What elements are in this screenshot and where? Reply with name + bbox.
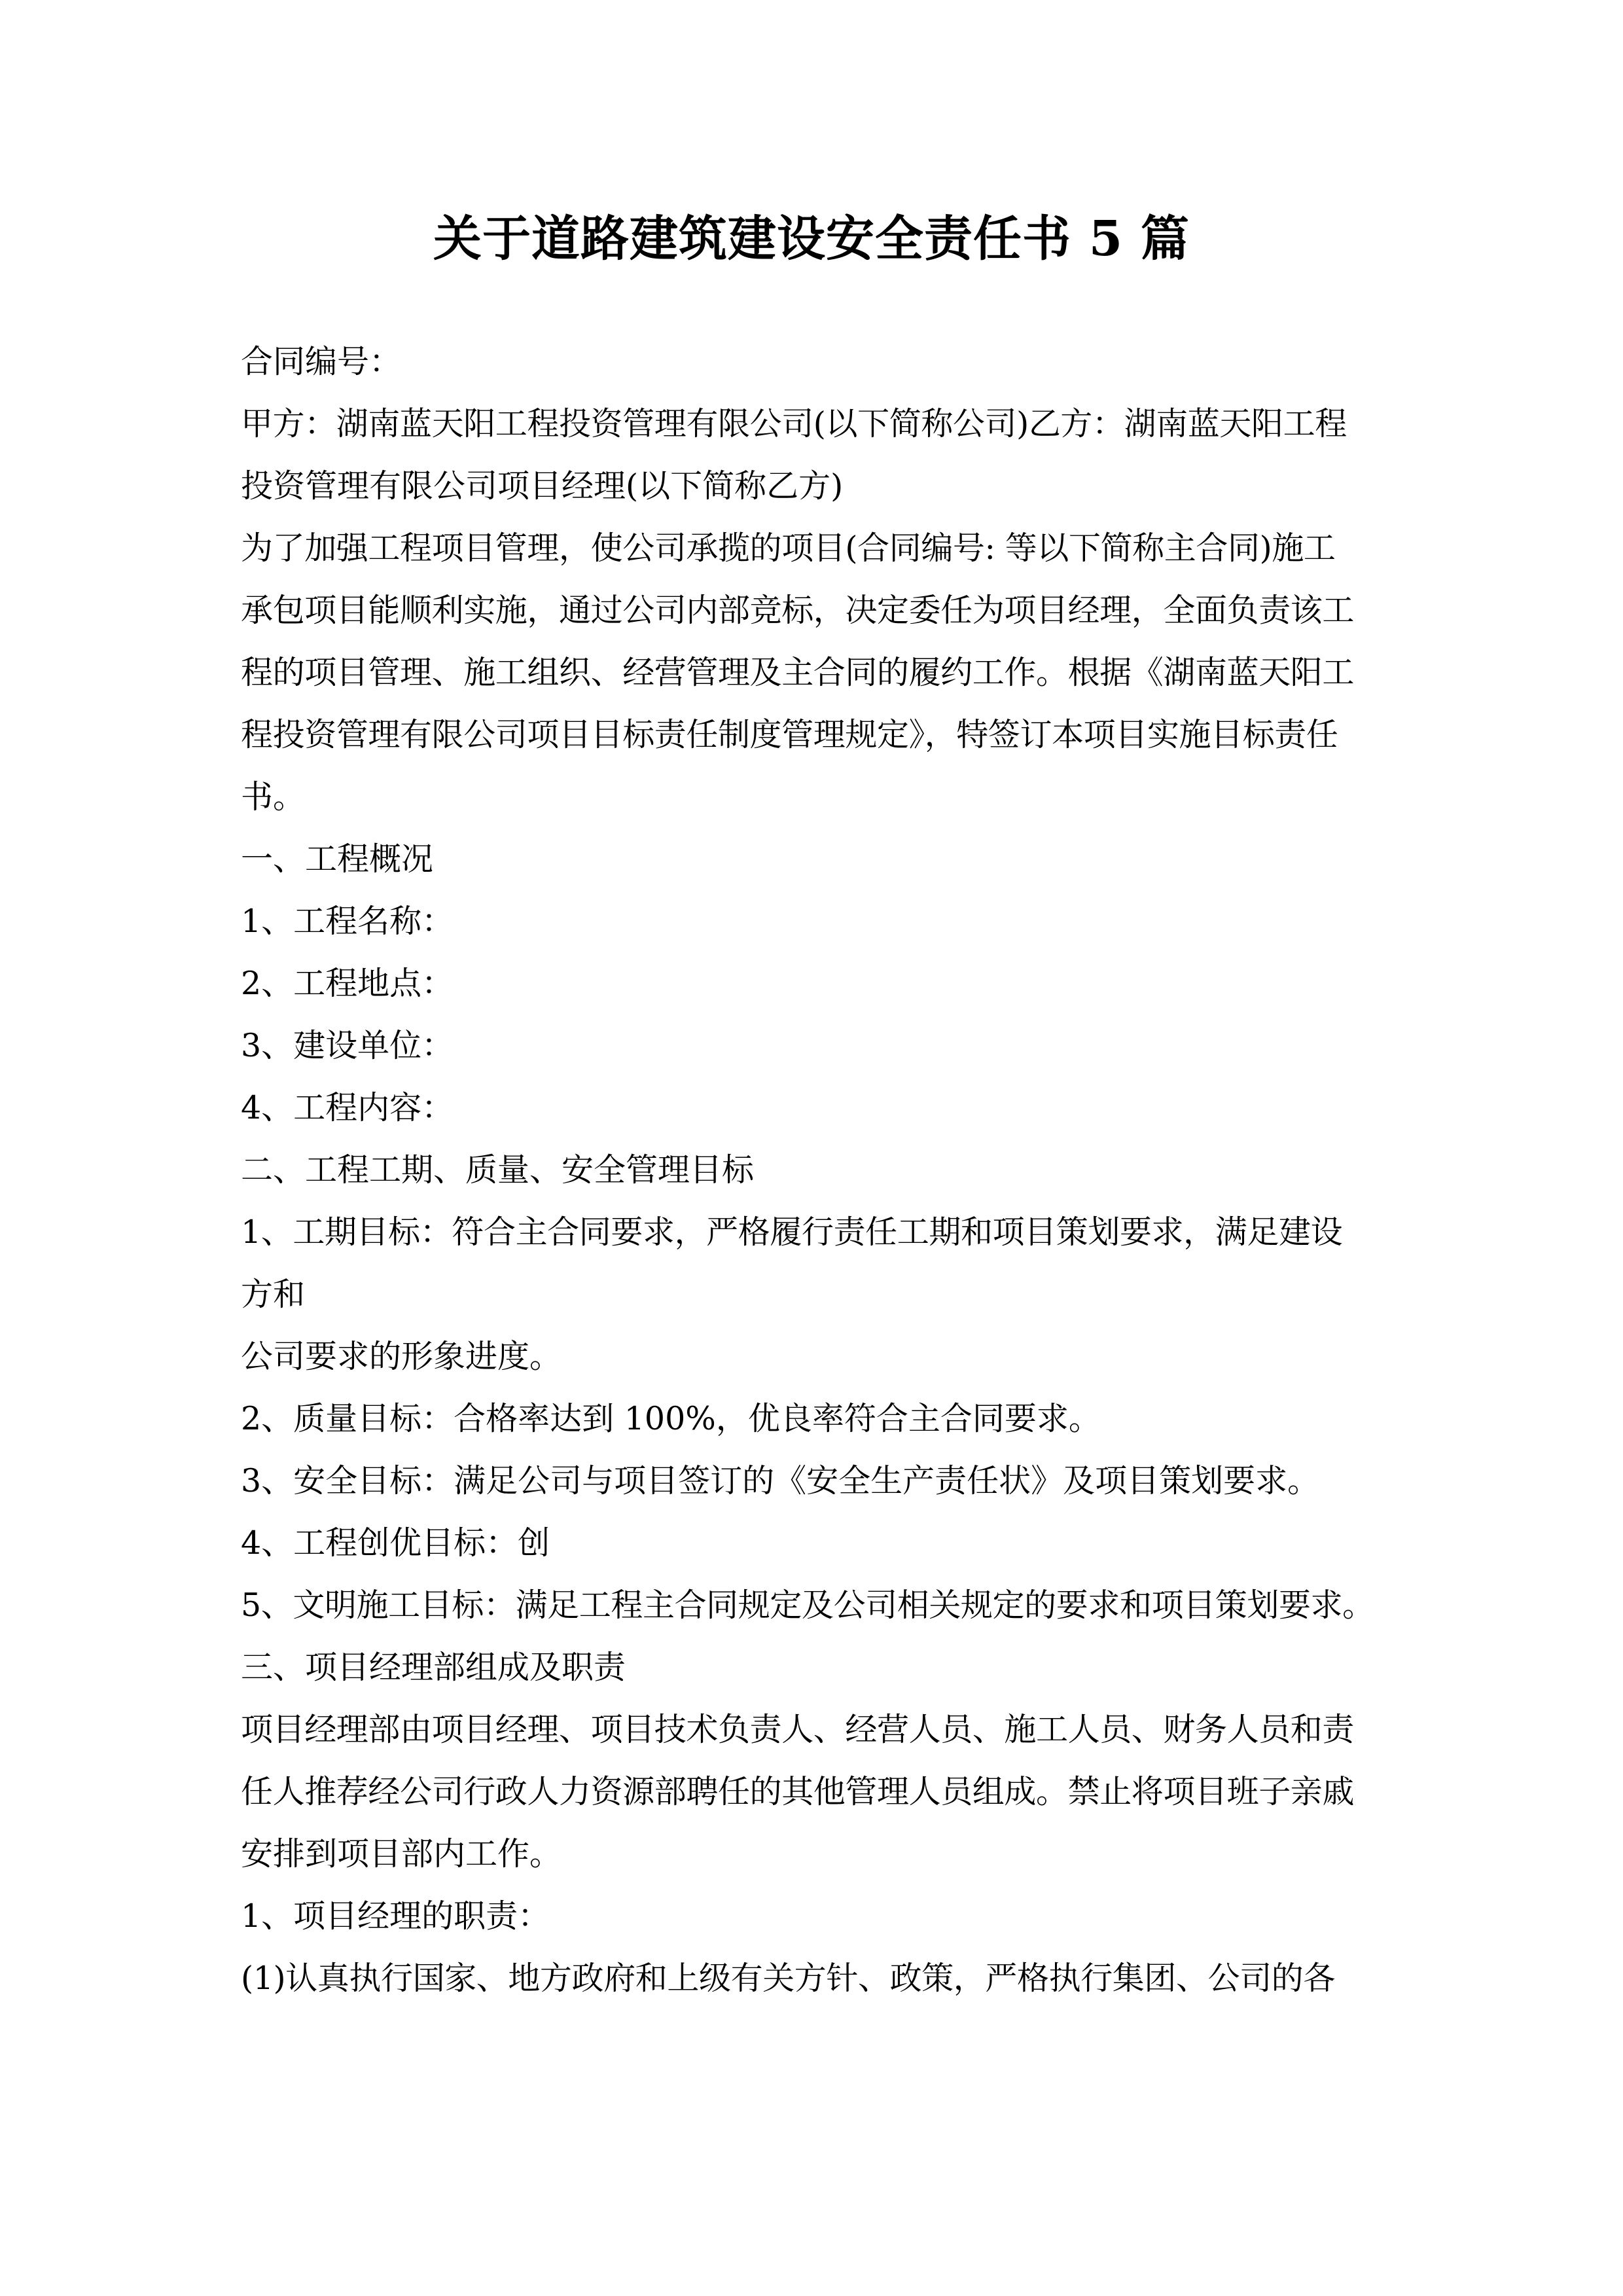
document-list-item: (1)认真执行国家、地方政府和上级有关方针、政策，严格执行集团、公司的各 bbox=[241, 1960, 1336, 1997]
document-body bbox=[241, 331, 1398, 2009]
document-line: 方和 bbox=[241, 1276, 306, 1313]
document-list-item: 4、工程内容： bbox=[241, 1089, 454, 1126]
document-line: 为了加强工程项目管理，使公司承揽的项目(合同编号: 等以下简称主合同)施工 bbox=[241, 529, 1336, 567]
document-list-item: 1、工期目标：符合主合同要求，严格履行责任工期和项目策划要求，满足建设 bbox=[241, 1213, 1343, 1251]
document-list-item: 3、安全目标：满足公司与项目签订的《安全生产责任状》及项目策划要求。 bbox=[241, 1462, 1320, 1499]
document-list-item: 2、工程地点： bbox=[241, 965, 454, 1002]
document-line: 项目经理部由项目经理、项目技术负责人、经营人员、施工人员、财务人员和责 bbox=[241, 1711, 1355, 1748]
document-line: 程投资管理有限公司项目目标责任制度管理规定》，特签订本项目实施目标责任 bbox=[241, 716, 1338, 753]
document-list-item: 1、工程名称： bbox=[241, 903, 454, 940]
document-list-item: 3、建设单位： bbox=[241, 1027, 454, 1064]
document-list-item: 5、文明施工目标：满足工程主合同规定及公司相关规定的要求和项目策划要求。 bbox=[241, 1587, 1374, 1624]
document-line: 公司要求的形象进度。 bbox=[241, 1338, 562, 1375]
page-title: 关于道路建筑建设安全责任书 5 篇 bbox=[433, 210, 1190, 267]
document-line: 甲方：湖南蓝天阳工程投资管理有限公司(以下简称公司)乙方：湖南蓝天阳工程 bbox=[241, 405, 1347, 442]
document-list-item: 4、工程创优目标：创 bbox=[241, 1524, 550, 1562]
document-line: 任人推荐经公司行政人力资源部聘任的其他管理人员组成。禁止将项目班子亲戚 bbox=[241, 1773, 1355, 1810]
document-list-item: 2、质量目标：合格率达到 100%，优良率符合主合同要求。 bbox=[241, 1400, 1101, 1437]
document-line: 程的项目管理、施工组织、经营管理及主合同的履约工作。根据《湖南蓝天阳工 bbox=[241, 654, 1355, 691]
document-line: 投资管理有限公司项目经理(以下简称乙方) bbox=[241, 467, 844, 505]
document-line: 承包项目能顺利实施，通过公司内部竞标，决定委任为项目经理，全面负责该工 bbox=[241, 592, 1355, 629]
document-section-heading: 一、工程概况 bbox=[241, 840, 434, 878]
document-line: 安排到项目部内工作。 bbox=[241, 1835, 562, 1873]
document-list-item: 1、项目经理的职责： bbox=[241, 1897, 550, 1935]
document-section-heading: 三、项目经理部组成及职责 bbox=[241, 1649, 626, 1686]
document-line: 书。 bbox=[241, 778, 306, 816]
document-section-heading: 二、工程工期、质量、安全管理目标 bbox=[241, 1151, 755, 1189]
document-line: 合同编号： bbox=[241, 343, 402, 380]
